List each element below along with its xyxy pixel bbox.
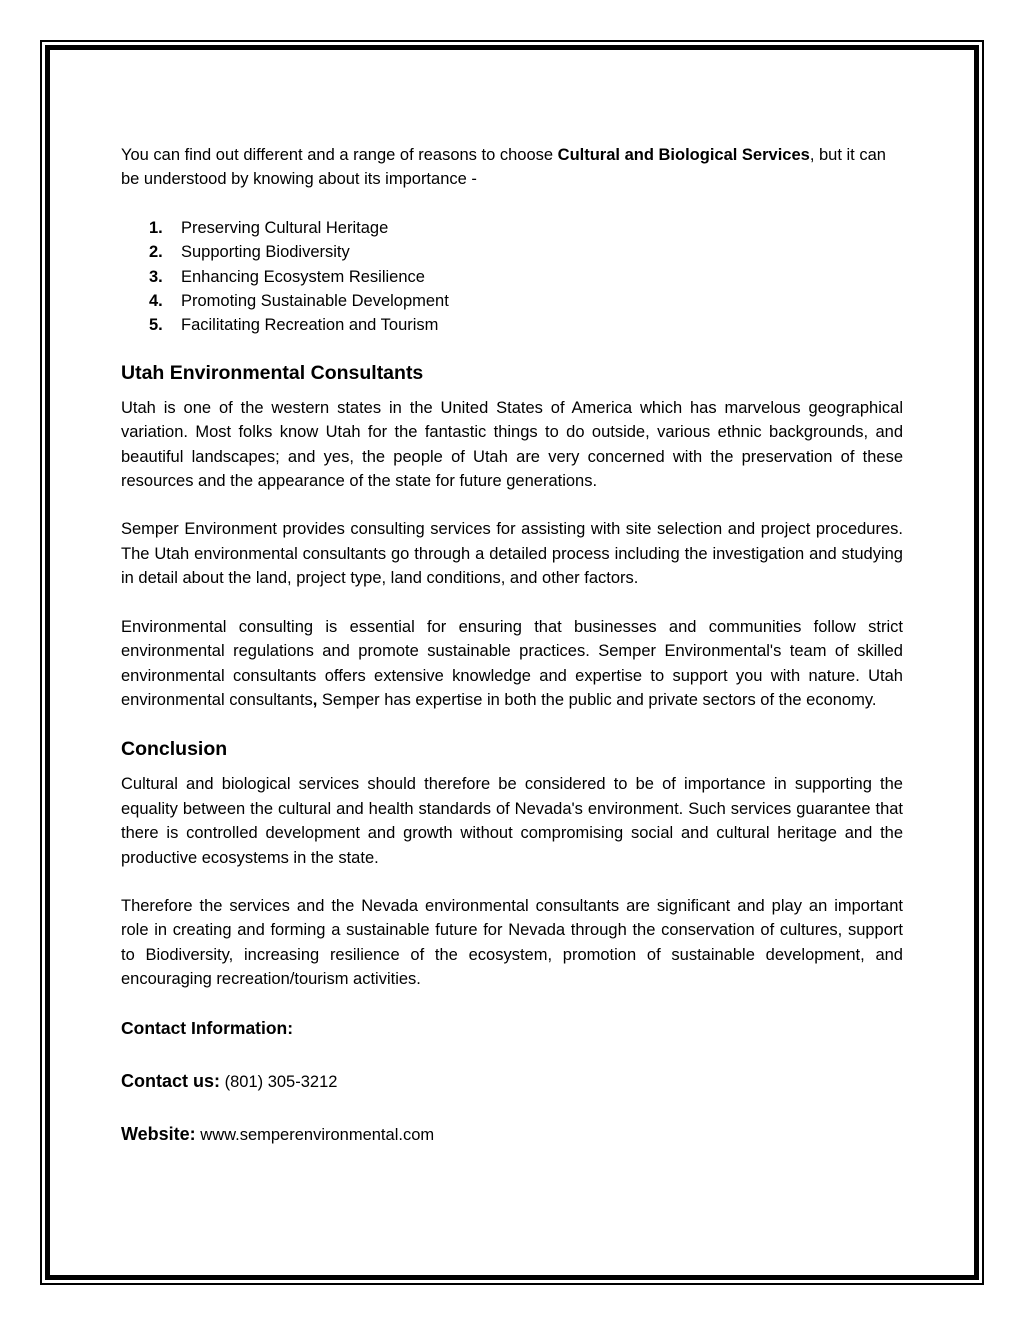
utah-paragraph-2: Semper Environment provides consulting services for assisting with site selection and project procedures. The Utah environmental consultants go through a detailed process including the investigation and studying in detail about the land, project type, land conditions, and other factors. bbox=[121, 520, 903, 588]
utah-paragraph-3-after: Semper has expertise in both the public and private sectors of the economy. bbox=[317, 690, 877, 709]
list-item-text: Preserving Cultural Heritage bbox=[181, 218, 389, 237]
utah-heading: Utah Environmental Consultants bbox=[121, 361, 424, 384]
list-item bbox=[149, 216, 903, 240]
conclusion-paragraph-1: Cultural and biological services should therefore be considered to be of importance in supporting the equality between the cultural and health standards of Nevada's environment. Such services guarantee that there is controlled development and growth without compromising social and cultural heritage and the productive ecosystems in the state. bbox=[121, 775, 903, 867]
list-item bbox=[149, 313, 903, 337]
contact-website: www.semperenvironmental.com bbox=[200, 1125, 435, 1144]
list-item-text: Facilitating Recreation and Tourism bbox=[181, 316, 439, 335]
list-item-number: 1. bbox=[149, 218, 163, 237]
list-item bbox=[149, 265, 903, 289]
list-item-text: Supporting Biodiversity bbox=[181, 243, 350, 262]
utah-paragraph-1: Utah is one of the western states in the United States of America which has marvelous geographical variation. Most folks know Utah for the fantastic things to do outside, various ethnic backgrounds, and beautiful landscapes; and yes, the people of Utah are very concerned with the preservation of these resources and the appearance of the state for future generations. bbox=[121, 398, 903, 491]
list-item-text: Promoting Sustainable Development bbox=[181, 292, 449, 311]
list-item bbox=[149, 289, 903, 313]
intro-highlight: Cultural and Biological Services bbox=[557, 146, 810, 164]
intro-paragraph bbox=[121, 143, 903, 192]
list-item bbox=[149, 240, 903, 264]
contact-phone-label: Contact us: bbox=[121, 1070, 220, 1091]
document-body bbox=[121, 143, 903, 1174]
conclusion-heading: Conclusion bbox=[121, 738, 228, 761]
list-item-text: Enhancing Ecosystem Resilience bbox=[181, 267, 425, 286]
intro-text-after: , but it can be understood by knowing about its importance - bbox=[121, 146, 886, 189]
contact-heading: Contact Information: bbox=[121, 1017, 294, 1038]
intro-text-before: You can find out different and a range of reasons to choose bbox=[121, 146, 558, 164]
conclusion-paragraph-2: Therefore the services and the Nevada environmental consultants are significant and play an important role in creating and forming a sustainable future for Nevada through the conservation of cultures, support to Biodiversity, increasing resilience of the ecosystem, promotion of sustainable development, and encouraging recreation/tourism activities. bbox=[121, 896, 903, 989]
contact-website-line bbox=[121, 1121, 903, 1148]
utah-paragraph-3 bbox=[121, 615, 903, 713]
contact-website-label: Website: bbox=[121, 1123, 196, 1144]
utah-paragraph-3-comma: , bbox=[312, 690, 318, 709]
list-item-number: 4. bbox=[149, 292, 163, 311]
reasons-list bbox=[121, 216, 903, 338]
list-item-number: 3. bbox=[149, 267, 163, 286]
list-item-number: 2. bbox=[149, 243, 163, 262]
utah-paragraph-3-before: Environmental consulting is essential for ensuring that businesses and communities follow strict environmental regulations and promote sustainable practices. Semper Environmental's team of skilled environmental consultants offers extensive knowledge and expertise to support you with nature. Utah environmental consultants bbox=[121, 617, 903, 709]
contact-phone: (801) 305-3212 bbox=[224, 1072, 338, 1091]
list-item-number: 5. bbox=[149, 316, 163, 335]
contact-phone-line bbox=[121, 1068, 903, 1095]
